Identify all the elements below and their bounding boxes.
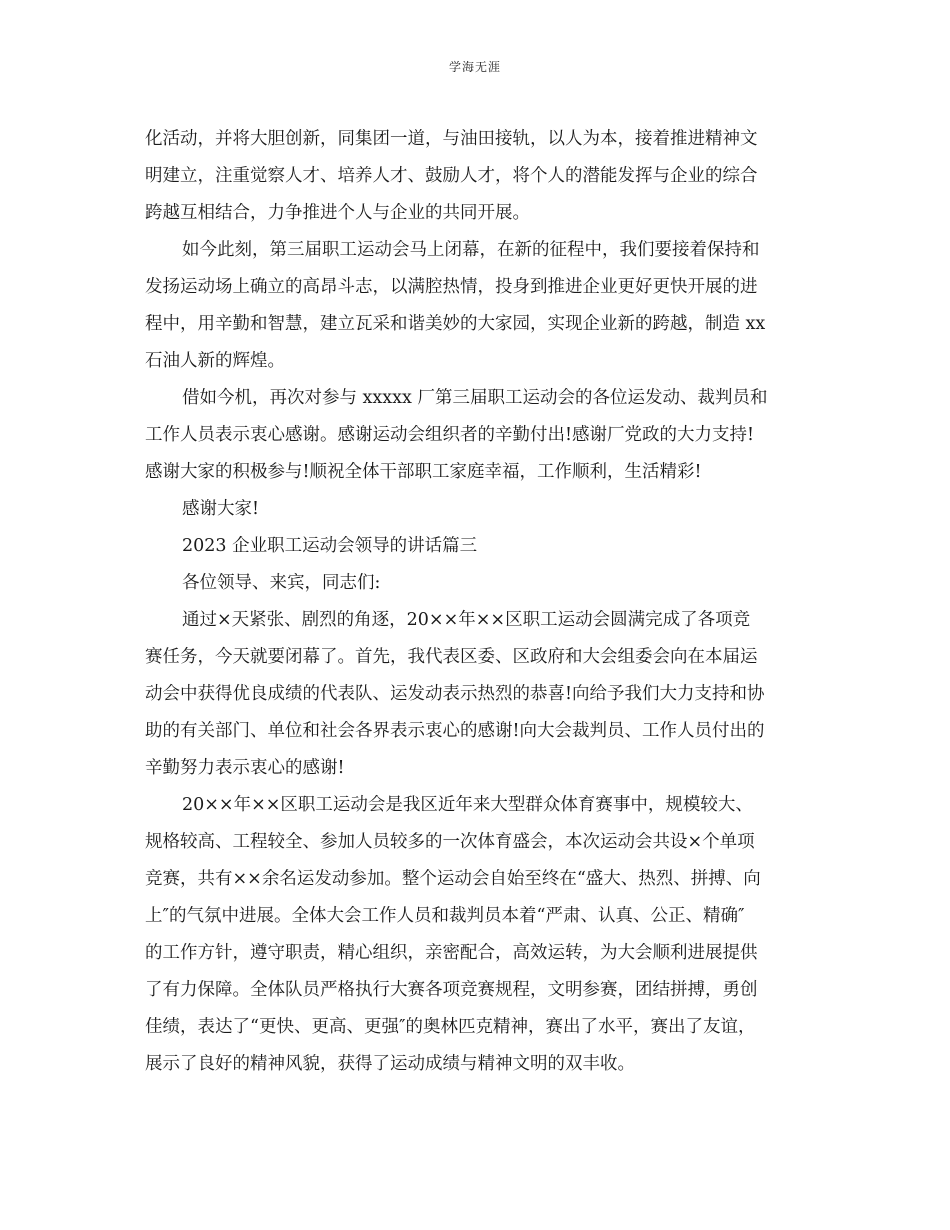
text-line: 的工作方针，遵守职责，精心组织，亲密配合，高效运转，为大会顺利进展提供 (145, 943, 758, 963)
text-line: 通过×天紧张、剧烈的角逐，20××年××区职工运动会圆满完成了各项竞 (182, 610, 751, 630)
text-line: 动会中获得优良成绩的代表队、运发动表示热烈的恭喜!向给予我们大力支持和协 (145, 684, 765, 704)
text-line: 跨越互相结合，力争推进个人与企业的共同开展。 (145, 203, 530, 223)
text-line: 感谢大家! (182, 499, 260, 519)
text-line: 竞赛，共有××余名运发动参加。整个运动会自始至终在“盛大、热烈、拼搏、向 (145, 869, 761, 889)
text-line: 20××年××区职工运动会是我区近年来大型群众体育赛事中，规模较大、 (182, 795, 753, 815)
page-header: 学海无涯 (448, 60, 501, 74)
text-line: 佳绩，表达了“更快、更高、更强″的奥林匹克精神，赛出了水平，赛出了友谊， (145, 1017, 756, 1037)
document-body (145, 121, 807, 1083)
text-line: 感谢大家的积极参与!顺祝全体干部职工家庭幸福，工作顺利，生活精彩! (145, 462, 702, 482)
text-line: 各位领导、来宾，同志们: (182, 573, 381, 593)
text-line: 借如今机，再次对参与 xxxxx 厂第三届职工运动会的各位运发动、裁判员和 (182, 388, 768, 408)
text-line: 展示了良好的精神风貌，获得了运动成绩与精神文明的双丰收。 (145, 1054, 635, 1074)
text-line: 明建立，注重觉察人才、培养人才、鼓励人才，将个人的潜能发挥与企业的综合 (145, 166, 758, 186)
text-line: 辛勤努力表示衷心的感谢! (145, 758, 345, 778)
text-line: 发扬运动场上确立的高昂斗志，以满腔热情，投身到推进企业更好更快开展的进 (145, 277, 758, 297)
text-line: 赛任务，今天就要闭幕了。首先，我代表区委、区政府和大会组委会向在本届运 (145, 647, 758, 667)
text-line: 如今此刻，第三届职工运动会马上闭幕，在新的征程中，我们要接着保持和 (182, 240, 760, 260)
text-line: 2023 企业职工运动会领导的讲话篇三 (182, 536, 478, 556)
text-line: 化活动，并将大胆创新，同集团一道，与油田接轨，以人为本，接着推进精神文 (145, 129, 758, 149)
text-line: 了有力保障。全体队员严格执行大赛各项竞赛规程，文明参赛，团结拼搏，勇创 (145, 980, 758, 1000)
text-line: 助的有关部门、单位和社会各界表示衷心的感谢!向大会裁判员、工作人员付出的 (145, 721, 765, 741)
text-line: 上″的气氛中进展。全体大会工作人员和裁判员本着“严肃、认真、公正、精确″ (145, 906, 745, 926)
text-line: 工作人员表示衷心感谢。感谢运动会组织者的辛勤付出!感谢厂党政的大力支持! (145, 425, 755, 445)
text-line: 石油人新的辉煌。 (145, 351, 285, 371)
text-line: 程中，用辛勤和智慧，建立瓦采和谐美妙的大家园，实现企业新的跨越，制造 xx (145, 314, 766, 334)
text-line: 规格较高、工程较全、参加人员较多的一次体育盛会，本次运动会共设×个单项 (145, 832, 755, 852)
